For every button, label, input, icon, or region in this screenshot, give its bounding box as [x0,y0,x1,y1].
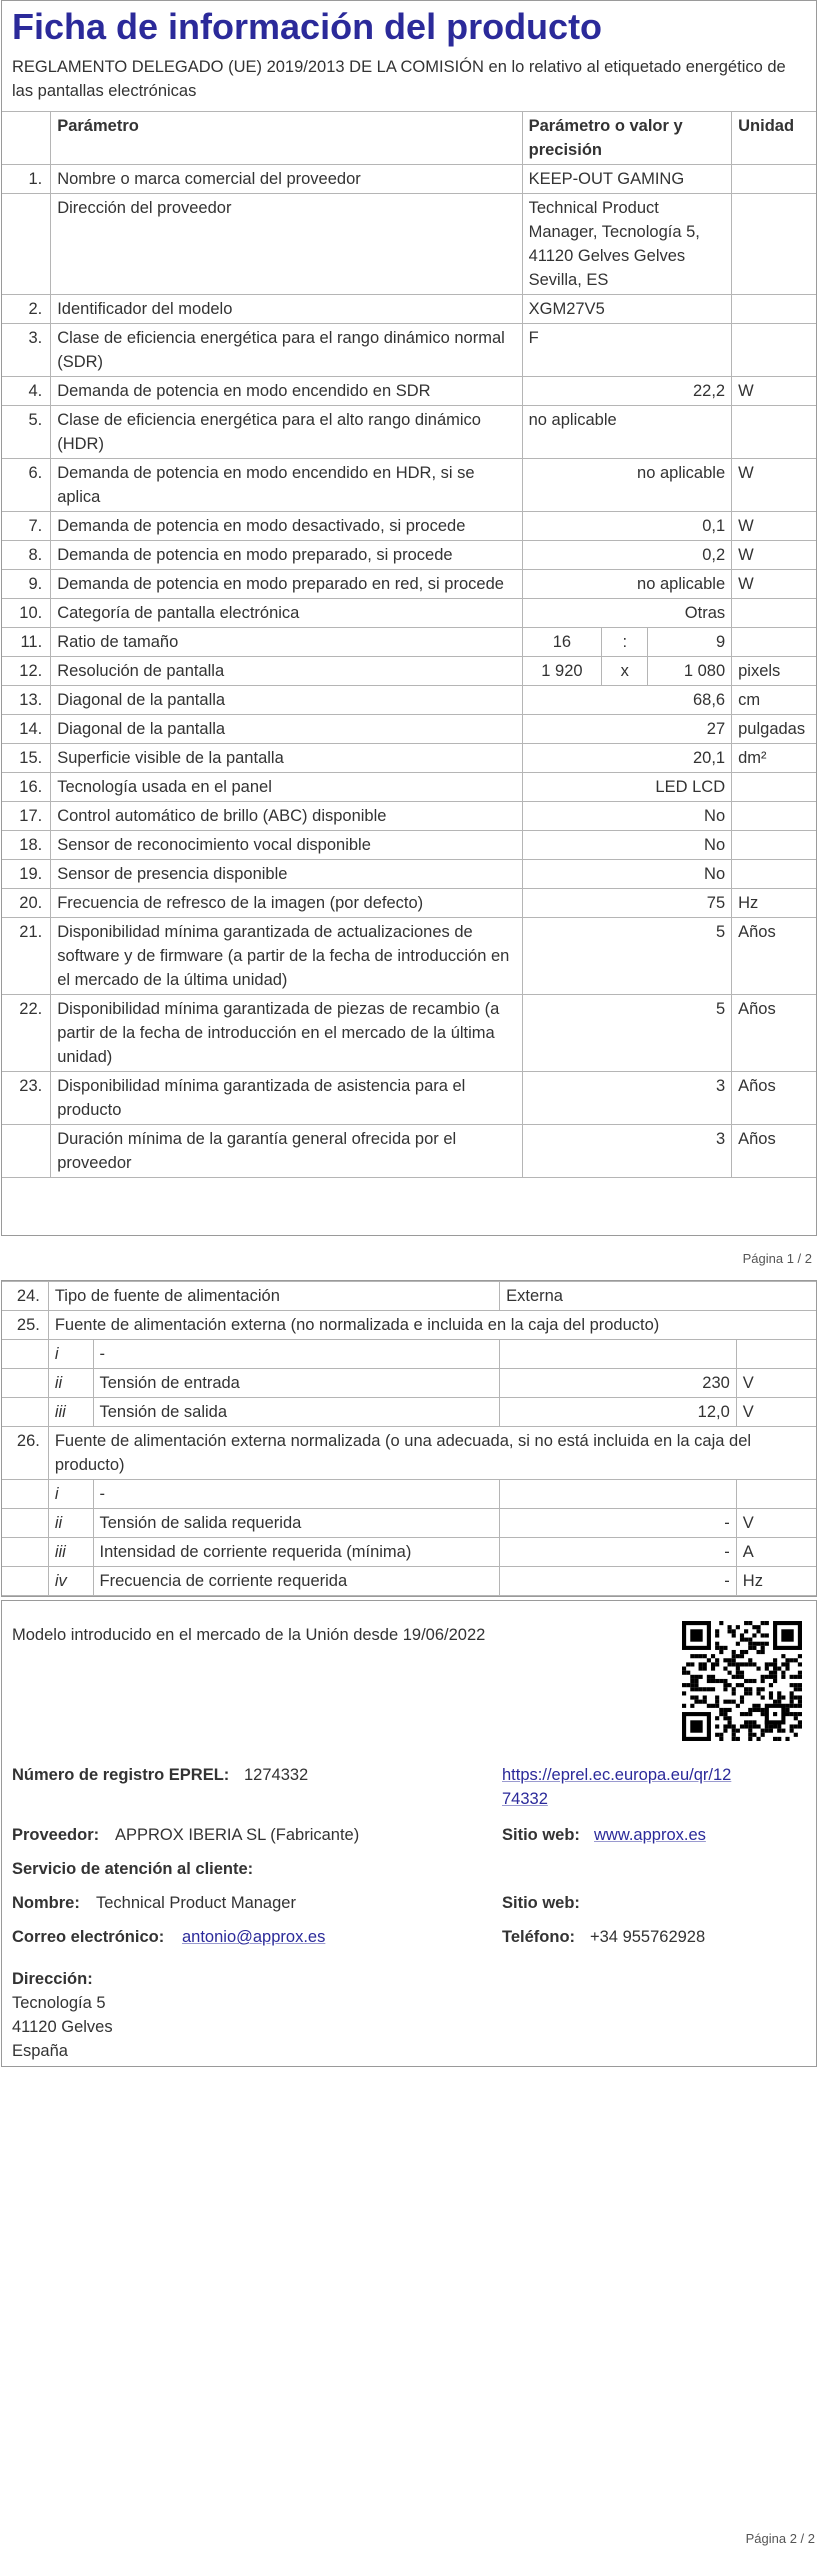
row-number: 15. [2,744,51,773]
parameters-body [2,165,816,1178]
table-row [2,377,816,406]
row-value: 75 [522,889,732,918]
subrow-value [500,1480,737,1509]
row-number: 16. [2,773,51,802]
row-number [2,1509,48,1538]
row-parameter: Superficie visible de la pantalla [51,744,522,773]
row-unit [732,860,816,889]
row-unit: W [732,459,816,512]
row-parameter: Fuente de alimentación externa normalizada (o una adecuada, si no está incluida en la caja del producto) [48,1427,816,1480]
row-number: 13. [2,686,51,715]
row-unit [732,802,816,831]
row-number: 23. [2,1072,51,1125]
subrow-index: iii [48,1538,93,1567]
row-number: 6. [2,459,51,512]
row-unit [732,773,816,802]
eprel-link-line-1[interactable]: https://eprel.ec.europa.eu/qr/12 [502,1766,732,1784]
row-number: 8. [2,541,51,570]
table-row [2,744,816,773]
row-number: 4. [2,377,51,406]
row-unit: dm² [732,744,816,773]
row-value-part: 1 920 [522,657,602,686]
subrow-value: - [500,1538,737,1567]
table-row [2,165,816,194]
row-number: 14. [2,715,51,744]
row-parameter: Sensor de presencia disponible [51,860,522,889]
row-value: Otras [522,599,732,628]
row-parameter: Demanda de potencia en modo encendido en HDR, si se aplica [51,459,522,512]
email-link[interactable]: antonio@approx.es [182,1928,326,1946]
table-row [2,686,816,715]
row-unit [732,165,816,194]
subrow-unit [736,1480,816,1509]
row-value: 20,1 [522,744,732,773]
row-number: 24. [2,1282,48,1311]
row-parameter: Disponibilidad mínima garantizada de actualizaciones de software y de firmware (a partir de la fecha de introducción en el mercado de la última unidad) [51,918,522,995]
row-number [2,1480,48,1509]
row-value: No [522,831,732,860]
row-number: 19. [2,860,51,889]
subrow-value: 12,0 [500,1398,737,1427]
power-supply-section [1,1280,817,1597]
row-parameter: Disponibilidad mínima garantizada de asistencia para el producto [51,1072,522,1125]
subrow-parameter: - [93,1340,500,1369]
subrow-index: i [48,1480,93,1509]
row-unit: Años [732,918,816,995]
row-parameter: Control automático de brillo (ABC) disponible [51,802,522,831]
address-line: España [12,2042,68,2060]
table-row [2,773,816,802]
table-subrow [2,1480,816,1509]
row-number: 21. [2,918,51,995]
row-parameter: Demanda de potencia en modo preparado en red, si procede [51,570,522,599]
phone-label: Teléfono: [502,1928,576,1946]
row-value: 5 [522,995,732,1072]
row-unit: W [732,512,816,541]
row-number: 20. [2,889,51,918]
row-value: 5 [522,918,732,995]
row-parameter: Clase de eficiencia energética para el alto rango dinámico (HDR) [51,406,522,459]
table-row [2,995,816,1072]
row-parameter: Fuente de alimentación externa (no normalizada e incluida en la caja del producto) [48,1311,816,1340]
website-link[interactable]: www.approx.es [594,1826,706,1844]
power-supply-table [2,1281,816,1596]
row-number: 7. [2,512,51,541]
row-unit [732,628,816,657]
row-value: 3 [522,1125,732,1178]
row-parameter: Categoría de pantalla electrónica [51,599,522,628]
table-header-row [2,112,816,165]
row-number: 10. [2,599,51,628]
row-parameter: Dirección del proveedor [51,194,522,295]
row-parameter: Disponibilidad mínima garantizada de piezas de recambio (a partir de la fecha de introducción en el mercado de la última unidad) [51,995,522,1072]
subrow-index: i [48,1340,93,1369]
row-value: no aplicable [522,459,732,512]
subrow-unit: Hz [736,1567,816,1596]
table-row [2,570,816,599]
row-unit [732,406,816,459]
row-value: 0,2 [522,541,732,570]
table-row [2,541,816,570]
table-row [2,715,816,744]
phone-value: +34 955762928 [590,1928,706,1946]
row-number [2,1340,48,1369]
row-number: 2. [2,295,51,324]
row-parameter: Diagonal de la pantalla [51,715,522,744]
row-value-separator: : [602,628,648,657]
subrow-index: iii [48,1398,93,1427]
row-number [2,1369,48,1398]
row-value: F [522,324,732,377]
row-unit: Años [732,1125,816,1178]
row-value-part: 16 [522,628,602,657]
row-parameter: Sensor de reconocimiento vocal disponible [51,831,522,860]
table-subrow [2,1340,816,1369]
table-row [2,459,816,512]
eprel-label: Número de registro EPREL: [12,1766,230,1784]
power-supply-body [2,1282,816,1596]
row-unit: W [732,570,816,599]
email-label: Correo electrónico: [12,1928,165,1946]
address-label: Dirección: [12,1970,93,1988]
row-number: 1. [2,165,51,194]
row-parameter: Demanda de potencia en modo desactivado, si procede [51,512,522,541]
row-parameter: Duración mínima de la garantía general ofrecida por el proveedor [51,1125,522,1178]
subrow-unit: V [736,1509,816,1538]
row-number: 3. [2,324,51,377]
row-unit: Hz [732,889,816,918]
table-row [2,802,816,831]
table-row [2,628,816,657]
row-value: No [522,860,732,889]
row-number: 25. [2,1311,48,1340]
row-unit [732,599,816,628]
row-number: 9. [2,570,51,599]
table-subrow [2,1538,816,1567]
website-label: Sitio web: [502,1826,580,1844]
subrow-value: - [500,1509,737,1538]
page-title: Ficha de información del producto [12,6,603,47]
subrow-unit: V [736,1369,816,1398]
subrow-parameter: Intensidad de corriente requerida (mínima) [93,1538,500,1567]
row-parameter: Tecnología usada en el panel [51,773,522,802]
supplier-value: APPROX IBERIA SL (Fabricante) [115,1826,360,1844]
qr-code-icon[interactable] [682,1621,802,1741]
table-row [2,1311,816,1340]
row-value-part: 1 080 [648,657,732,686]
row-number [2,1398,48,1427]
product-info-sheet [1,0,817,1266]
subrow-parameter: Tensión de salida [93,1398,500,1427]
row-parameter: Demanda de potencia en modo preparado, si procede [51,541,522,570]
supplier-info-section [1,1600,817,2067]
table-row [2,889,816,918]
table-row [2,1427,816,1480]
subrow-value [500,1340,737,1369]
row-value: no aplicable [522,570,732,599]
row-number: 18. [2,831,51,860]
subrow-index: ii [48,1369,93,1398]
row-unit [732,831,816,860]
table-row [2,1072,816,1125]
row-unit: pixels [732,657,816,686]
row-unit: Años [732,1072,816,1125]
row-unit [732,324,816,377]
row-parameter: Resolución de pantalla [51,657,522,686]
table-row [2,918,816,995]
row-parameter: Nombre o marca comercial del proveedor [51,165,522,194]
header-value: Parámetro o valor y precisión [522,112,732,165]
website2-label: Sitio web: [502,1894,580,1912]
row-unit: W [732,541,816,570]
address-line: Tecnología 5 [12,1994,106,2012]
row-unit [732,295,816,324]
row-value-separator: x [602,657,648,686]
subrow-index: ii [48,1509,93,1538]
subrow-unit: V [736,1398,816,1427]
row-unit: cm [732,686,816,715]
row-value: XGM27V5 [522,295,732,324]
row-value: Technical Product Manager, Tecnología 5, 41120 Gelves Gelves Sevilla, ES [522,194,732,295]
row-number [2,1538,48,1567]
table-subrow [2,1567,816,1596]
row-parameter: Identificador del modelo [51,295,522,324]
row-value: no aplicable [522,406,732,459]
contact-name-value: Technical Product Manager [96,1894,296,1912]
table-row [2,1282,816,1311]
row-value: No [522,802,732,831]
table-row [2,324,816,377]
table-row [2,406,816,459]
row-number: 26. [2,1427,48,1480]
subrow-value: - [500,1567,737,1596]
header-unit: Unidad [732,112,816,165]
subrow-value: 230 [500,1369,737,1398]
row-parameter: Diagonal de la pantalla [51,686,522,715]
row-unit: Años [732,995,816,1072]
table-row [2,194,816,295]
subrow-parameter: - [93,1480,500,1509]
row-value: LED LCD [522,773,732,802]
header-parameter: Parámetro [51,112,522,165]
table-row [2,1125,816,1178]
row-value: 0,1 [522,512,732,541]
table-row [2,657,816,686]
model-intro-text: Modelo introducido en el mercado de la Unión desde 19/06/2022 [12,1626,486,1644]
row-unit [732,194,816,295]
subrow-parameter: Tensión de entrada [93,1369,500,1398]
row-value: Externa [500,1282,816,1311]
row-value: KEEP-OUT GAMING [522,165,732,194]
row-value-part: 9 [648,628,732,657]
contact-name-label: Nombre: [12,1894,80,1912]
subrow-unit: A [736,1538,816,1567]
regulation-subtitle: REGLAMENTO DELEGADO (UE) 2019/2013 DE LA COMISIÓN en lo relativo al etiquetado energético de las pantallas electrónicas [12,58,786,100]
table-row [2,599,816,628]
row-value: 27 [522,715,732,744]
row-number [2,1567,48,1596]
row-parameter: Frecuencia de refresco de la imagen (por defecto) [51,889,522,918]
row-value: 3 [522,1072,732,1125]
table-row [2,831,816,860]
subrow-index: iv [48,1567,93,1596]
page-number: Página 1 / 2 [742,1251,812,1266]
row-value: 22,2 [522,377,732,406]
eprel-link-line-2[interactable]: 74332 [502,1790,548,1808]
table-row [2,512,816,541]
row-number [2,194,51,295]
row-number [2,1125,51,1178]
row-number: 11. [2,628,51,657]
row-parameter: Clase de eficiencia energética para el rango dinámico normal (SDR) [51,324,522,377]
parameters-table [2,111,816,1178]
table-subrow [2,1369,816,1398]
subrow-parameter: Tensión de salida requerida [93,1509,500,1538]
row-number: 17. [2,802,51,831]
subrow-unit [736,1340,816,1369]
row-parameter: Tipo de fuente de alimentación [48,1282,499,1311]
table-row [2,295,816,324]
row-value: 68,6 [522,686,732,715]
row-number: 12. [2,657,51,686]
header-number [2,112,51,165]
customer-service-label: Servicio de atención al cliente: [12,1860,254,1878]
row-parameter: Ratio de tamaño [51,628,522,657]
address-line: 41120 Gelves [12,2018,113,2036]
subrow-parameter: Frecuencia de corriente requerida [93,1567,500,1596]
row-parameter: Demanda de potencia en modo encendido en SDR [51,377,522,406]
eprel-number: 1274332 [244,1766,309,1784]
row-unit: W [732,377,816,406]
row-unit: pulgadas [732,715,816,744]
row-number: 22. [2,995,51,1072]
page-number: Página 2 / 2 [745,2531,815,2546]
row-number: 5. [2,406,51,459]
table-row [2,860,816,889]
table-subrow [2,1398,816,1427]
table-subrow [2,1509,816,1538]
supplier-label: Proveedor: [12,1826,100,1844]
